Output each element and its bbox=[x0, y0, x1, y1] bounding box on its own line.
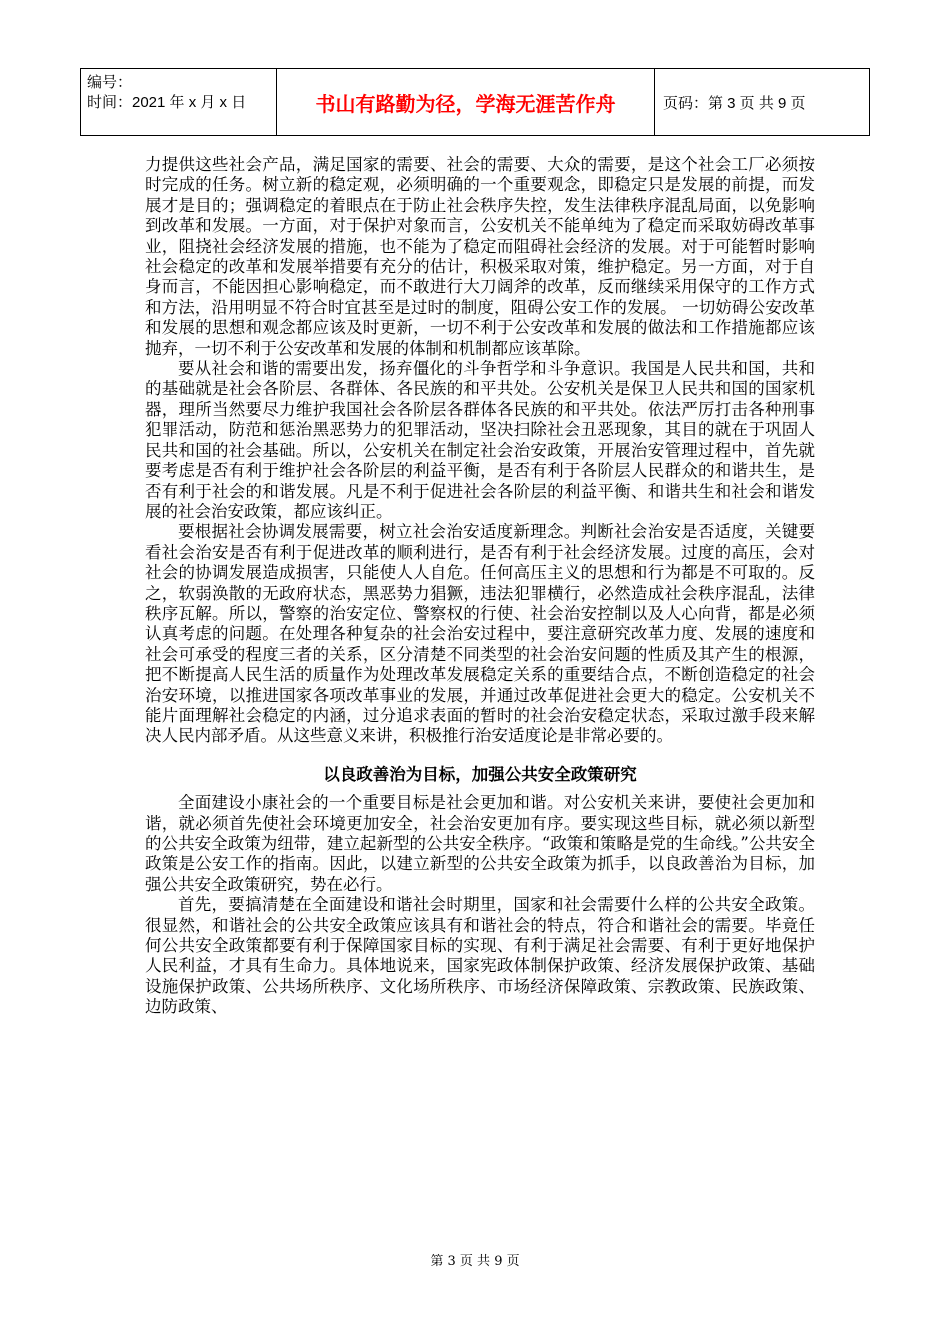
page-footer: 第 3 页 共 9 页 bbox=[430, 1254, 520, 1269]
paragraph-public-security-policy: 全面建设小康社会的一个重要目标是社会更加和谐。对公安机关来讲，要使社会更加和谐，就必须首先使社会环境更加安全，社会治安更加有序。要实现这些目标，就必须以新型的公共安全政策为纽带，建立起新型的公共安全秩序。“政策和策略是党的生命线。”公共安全政策是公安工作的指南。因此，以建立新型的公共安全政策为抓手，以良政善治为目标，加强公共安全政策研究，势在必行。 bbox=[145, 793, 815, 894]
paragraph-public-order-moderation: 要根据社会协调发展需要，树立社会治安适度新理念。判断社会治安是否适度，关键要看社会治安是否有利于促进改革的顺利进行，是否有利于社会经济发展。过度的高压，会对社会的协调发展造成损害，只能使人人自危。任何高压主义的思想和行为都是不可取的。反之，软弱涣散的无政府状态，黑恶势力猖獗，违法犯罪横行，必然造成社会秩序混乱，法律秩序瓦解。所以，警察的治安定位、警察权的行使、社会治安控制以及人心向背，都是必须认真考虑的问题。在处理各种复杂的社会治安过程中，要注意研究改革力度、发展的速度和社会可承受的程度三者的关系，区分清楚不同类型的社会治安问题的性质及其产生的根源，把不断提高人民生活的质量作为处理改革发展稳定关系的重要结合点，不断创造稳定的社会治安环境，以推进国家各项改革事业的发展，并通过改革促进社会更大的稳定。公安机关不能片面理解社会稳定的内涵，过分追求表面的暂时的社会治安稳定状态，采取过激手段来解决人民内部矛盾。从这些意义来讲，积极推行治安适度论是非常必要的。 bbox=[145, 522, 815, 746]
paragraph-social-harmony: 要从社会和谐的需要出发，扬弃僵化的斗争哲学和斗争意识。我国是人民共和国，共和的基础就是社会各阶层、各群体、各民族的和平共处。公安机关是保卫人民共和国的国家机器，理所当然要尽力维护我国社会各阶层各群体各民族的和平共处。依法严厉打击各种刑事犯罪活动，防范和惩治黑恶势力的犯罪活动，坚决扫除社会丑恶现象，其目的就在于巩固人民共和国的社会基础。所以，公安机关在制定社会治安政策，开展治安管理过程中，首先就要考虑是否有利于维护社会各阶层的利益平衡，是否有利于各阶层人民群众的和谐共生，是否有利于社会的和谐发展。凡是不利于促进社会各阶层的利益平衡、和谐共生和社会和谐发展的社会治安政策，都应该纠正。 bbox=[145, 359, 815, 521]
paragraph-continuation: 力提供这些社会产品，满足国家的需要、社会的需要、大众的需要，是这个社会工厂必须按时完成的任务。树立新的稳定观，必须明确的一个重要观念，即稳定只是发展的前提，而发展才是目的；强调稳定的着眼点在于防止社会秩序失控，发生法律秩序混乱局面，以免影响到改革和发展。一方面，对于保护对象而言，公安机关不能单纯为了稳定而采取妨碍改革事业，阻挠社会经济发展的措施，也不能为了稳定而阻碍社会经济的发展。对于可能暂时影响社会稳定的改革和发展举措要有充分的估计，积极采取对策，维护稳定。另一方面，对于自身而言，不能因担心影响稳定，而不敢进行大刀阔斧的改革，反而继续采用保守的工作方式和方法，沿用明显不符合时宜甚至是过时的制度，阻碍公安工作的发展。 一切妨碍公安改革和发展的思想和观念都应该及时更新，一切不利于公安改革和发展的做法和工作措施都应该抛弃，一切不利于公安改革和发展的体制和机制都应该革除。 bbox=[145, 155, 815, 358]
paragraph-first-point: 首先，要搞清楚在全面建设和谐社会时期里，国家和社会需要什么样的公共安全政策。很显然，和谐社会的公共安全政策应该具有和谐社会的特点，符合和谐社会的需要。毕竟任何公共安全政策都要有利于保障国家目标的实现、有利于满足社会需要、有利于更好地保护人民利益，才具有生命力。具体地说来，国家宪政体制保护政策、经济发展保护政策、基础设施保护政策、公共场所秩序、文化场所秩序、市场经济保障政策、宗教政策、民族政策、边防政策、 bbox=[145, 895, 815, 1017]
header-meta bbox=[81, 69, 277, 135]
header-page-label: 页码：第 3 页 共 9 页 bbox=[663, 94, 806, 112]
document-date-label: 时间：2021 年 x 月 x 日 bbox=[87, 94, 247, 111]
header-motto: 书山有路勤为径，学海无涯苦作舟 bbox=[277, 69, 655, 135]
page-header bbox=[80, 68, 870, 136]
document-body bbox=[145, 155, 815, 1018]
section-heading: 以良政善治为目标，加强公共安全政策研究 bbox=[323, 764, 637, 784]
document-number-label: 编号： bbox=[87, 74, 133, 91]
